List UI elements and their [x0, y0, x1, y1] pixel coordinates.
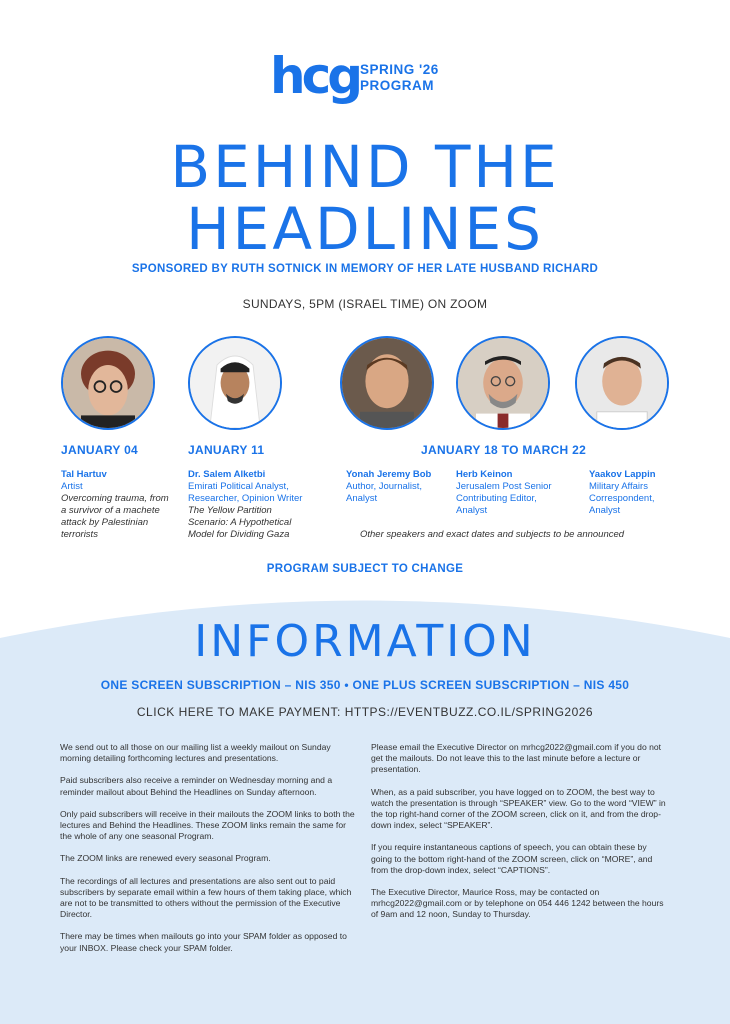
- schedule-line: SUNDAYS, 5PM (ISRAEL TIME) ON ZOOM: [242, 297, 488, 311]
- speaker-photo-tal-hartuv: [61, 336, 155, 430]
- page-title-line2: HEADLINES: [186, 195, 544, 263]
- speaker-tal-hartuv: [61, 469, 186, 541]
- speaker-name: Tal Hartuv: [61, 469, 107, 480]
- page-title-line1: BEHIND THE: [170, 133, 560, 201]
- speaker-topic: attack by Palestinian: [61, 517, 149, 528]
- speaker-name: Herb Keinon: [456, 469, 513, 480]
- info-paragraph: Please email the Executive Director on mrhcg2022@gmail.com if you do not get the mailouts. Do not leave this to the last minute before a lecture or presentation.: [371, 742, 662, 775]
- speaker-role: Analyst: [346, 493, 378, 504]
- speaker-photo-yaakov-lappin: [575, 336, 669, 430]
- speaker-name: Yaakov Lappin: [589, 469, 656, 480]
- speaker-topic: Scenario: A Hypothetical: [188, 517, 292, 528]
- info-paragraph: The recordings of all lectures and presentations are also sent out to paid subscribers by separate email within a few hours of them taking place, which are not to be transmitted to others without the permission of the Executive Director.: [60, 875, 352, 920]
- speaker-role: Emirati Political Analyst,: [188, 481, 289, 492]
- program-season: SPRING '26: [360, 62, 439, 77]
- speaker-role: Jerusalem Post Senior: [456, 481, 552, 492]
- speaker-photo-salem-alketbi: [188, 336, 282, 430]
- speaker-salem-alketbi: [188, 469, 328, 541]
- speaker-topic: The Yellow Partition: [188, 505, 272, 516]
- hcg-logo: [270, 48, 470, 112]
- speaker-name: Dr. Salem Alketbi: [188, 469, 266, 480]
- date-label-1: JANUARY 04: [61, 443, 139, 457]
- speaker-role: Analyst: [589, 505, 621, 516]
- subscription-prices: ONE SCREEN SUBSCRIPTION – NIS 350 • ONE PLUS SCREEN SUBSCRIPTION – NIS 450: [100, 678, 630, 692]
- speaker-photo-herb-keinon: [456, 336, 550, 430]
- info-left-column: [60, 742, 355, 965]
- info-paragraph: We send out to all those on our mailing list a weekly mailout on Sunday morning detailing forthcoming lectures and presentations.: [60, 742, 331, 764]
- speaker-role: Analyst: [456, 505, 488, 516]
- logo-mark: hcg: [270, 47, 360, 105]
- date-label-2: JANUARY 11: [188, 443, 265, 457]
- program-label: [360, 62, 439, 94]
- date-label-3: JANUARY 18 TO MARCH 22: [421, 443, 587, 457]
- info-paragraph: When, as a paid subscriber, you have logged on to ZOOM, the best way to watch the presentation is through “SPEAKER” view. Go to the word “VIEW” in the top right-hand corner of the ZOOM screen, click on it, and from the drop-down index, select “SPEAKER”.: [371, 786, 666, 831]
- speaker-role: Artist: [61, 481, 83, 492]
- sponsor-line: SPONSORED BY RUTH SOTNICK IN MEMORY OF HER LATE HUSBAND RICHARD: [131, 263, 599, 275]
- other-speakers-note: Other speakers and exact dates and subjects to be announced: [360, 529, 625, 540]
- speaker-photo-yonah-jeremy-bob: [340, 336, 434, 430]
- info-title: INFORMATION: [194, 616, 536, 667]
- program-word: PROGRAM: [360, 78, 434, 93]
- speaker-herb-keinon: [456, 469, 576, 517]
- speaker-role: Correspondent,: [589, 493, 655, 504]
- speaker-yaakov-lappin: [589, 469, 699, 517]
- speaker-role: Military Affairs: [589, 481, 648, 492]
- info-paragraph: There may be times when mailouts go into your SPAM folder as opposed to your INBOX. Please check your SPAM folder.: [60, 931, 347, 953]
- speaker-topic: terrorists: [61, 529, 98, 540]
- speaker-topic: a survivor of a machete: [61, 505, 160, 516]
- payment-link[interactable]: CLICK HERE TO MAKE PAYMENT: HTTPS://EVENTBUZZ.CO.IL/SPRING2026: [136, 705, 594, 719]
- speaker-topic: Overcoming trauma, from: [61, 493, 169, 504]
- program-change-notice: PROGRAM SUBJECT TO CHANGE: [266, 563, 464, 575]
- speaker-topic: Model for Dividing Gaza: [188, 529, 290, 540]
- speaker-yonah-jeremy-bob: [346, 469, 456, 505]
- info-paragraph: If you require instantaneous captions of speech, you can obtain these by going to the bottom right-hand of the ZOOM screen, click on “MORE”, and from the drop-down index, select “CAPTIONS”.: [371, 842, 653, 875]
- info-paragraph: Only paid subscribers will receive in their mailouts the ZOOM links to both the lectures and Behind the Headlines. These ZOOM links remain the same for the whole of any one seasonal Program.: [60, 808, 355, 842]
- info-right-column: [371, 742, 666, 932]
- speaker-role: Researcher, Opinion Writer: [188, 493, 303, 504]
- info-paragraph: Paid subscribers also receive a reminder on Wednesday morning and a reminder mailout about Behind the Headlines on Sunday afternoon.: [60, 775, 333, 797]
- speaker-role: Author, Journalist,: [346, 481, 423, 492]
- info-paragraph: The ZOOM links are renewed every seasonal Program.: [60, 853, 271, 864]
- speaker-name: Yonah Jeremy Bob: [346, 469, 432, 480]
- info-paragraph: The Executive Director, Maurice Ross, may be contacted on mrhcg2022@gmail.com or by telephone on 054 446 1242 between the hours of 9am and 12 noon, Sunday to Thursday.: [371, 887, 664, 920]
- speaker-role: Contributing Editor,: [456, 493, 537, 504]
